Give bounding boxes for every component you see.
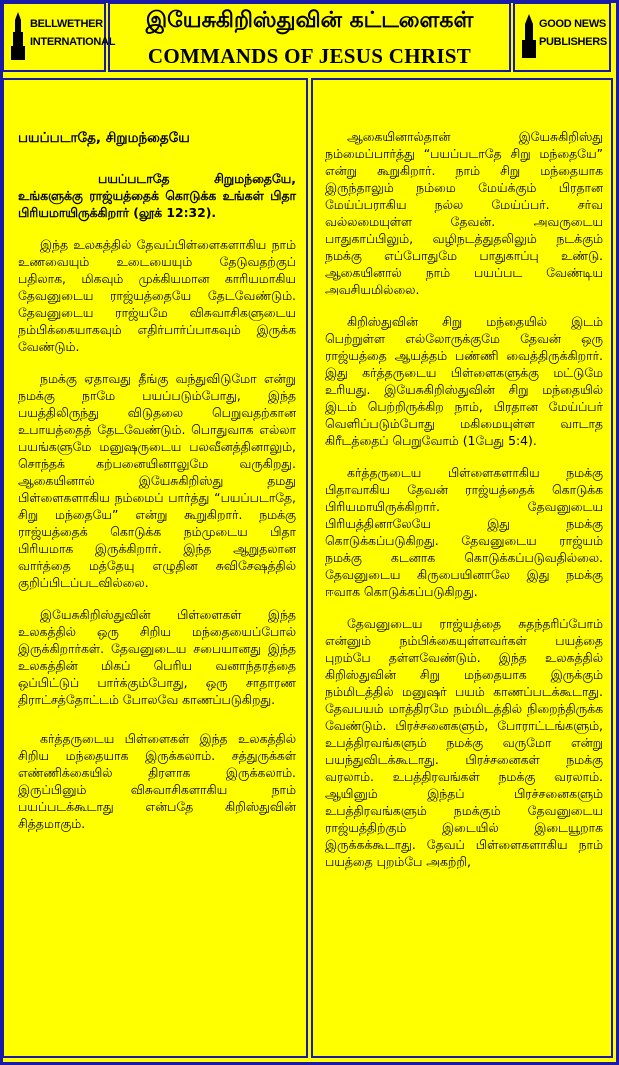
tower-icon: [519, 14, 539, 60]
right-column-content: [325, 128, 603, 885]
article-heading: பயப்படாதே, சிறுமந்தையே: [18, 130, 190, 146]
header: [0, 0, 613, 73]
title-english: COMMANDS OF JESUS CHRIST: [147, 44, 472, 68]
left-paragraph-1: இந்த உலகத்தில் தேவப்பிள்ளைகளாகிய நாம் உணவையும் உடையையும் தேடுவதற்குப் பதிலாக, மிகவும் முக்கியமான காரியமாகிய தேவனுடைய ராஜ்யத்தையே தேடவேண்டும். தேவனுடைய ராஜ்யமே விசுவாசிகளுடைய நம்பிக்கையாகவும் எதிர்பார்ப்பாகவும் இருக்க வேண்டும்.: [18, 237, 296, 354]
bellwether-line2: INTERNATIONAL: [30, 36, 116, 48]
title-box: [108, 2, 511, 72]
bell-tower-icon: [8, 12, 28, 62]
good-news-logo: [513, 2, 611, 72]
left-paragraph-3: இயேசுகிறிஸ்துவின் பிள்ளைகள் இந்த உலகத்தில் ஒரு சிறிய மந்தையைப்போல் இருக்கிறார்கள். தேவனுடைய சபையானது இந்த உலகத்தின் மிகப் பெரிய வனாந்தரத்தை ஒப்பிட்டுப் பார்க்கும்போது, ஒரு சாதாரண திராட்சத்தோட்டம் போலவே காணப்படுகிறது.: [18, 607, 296, 707]
verse-quote: பயப்படாதே சிறுமந்தையே, உங்களுக்கு ராஜ்யத்தைக் கொடுக்க உங்கள் பிதா பிரியமாயிருக்கிறார் (லூக் 12:32).: [18, 171, 296, 220]
left-column: [2, 78, 308, 1058]
right-paragraph-3: கர்த்தருடைய பிள்ளைகளாகிய நமக்கு பிதாவாகிய தேவன் ராஜ்யத்தைக் கொடுக்க பிரியமாயிருக்கிறார். தேவனுடைய பிரியத்தினாலேயே இது நமக்கு கொடுக்கப்படுகிறது. தேவனுடைய ராஜ்யம் நமக்கு கடனாக கொடுக்கப்படுவதில்லை. தேவனுடைய கிருபையினாலே இது நமக்கு ஈவாக கொடுக்கப்படுகிறது.: [325, 465, 603, 599]
good-news-line2: PUBLISHERS: [539, 36, 607, 48]
bellwether-line1: BELLWETHER: [30, 18, 103, 30]
left-paragraph-2: நமக்கு ஏதாவது தீங்கு வந்துவிடுமோ என்று நமக்கு நாமே பயப்படும்போது, இந்த பயத்திலிருந்து விடுதலை பெறுவதற்கான உபாயத்தைத் தேடவேண்டும். பொதுவாக எல்லா பயங்களுமே மனுஷருடைய பலவீனத்தினாலும், சொந்தக் கற்பனையினாலுமே வருகிறது. ஆகையினால் இயேசுகிறிஸ்து தமது பிள்ளைகளாகிய நம்மைப் பார்த்து “பயப்படாதே, சிறு மந்தையே” என்று கூறுகிறார். நமக்கு ராஜ்யத்தைக் கொடுக்க நம்முடைய பிதா பிரியமாக இருக்கிறார். இந்த ஆறுதலான வார்த்தை மத்தேயு எழுதின சுவிசேஷத்தில் குறிப்பிடப்படவில்லை.: [18, 371, 296, 590]
left-column-content: [18, 130, 296, 847]
title-tamil: இயேசுகிறிஸ்துவின் கட்டளைகள்: [145, 8, 474, 33]
left-paragraph-4: கர்த்தருடைய பிள்ளைகள் இந்த உலகத்தில் சிறிய மந்தையாக இருக்கலாம். சத்துருக்கள் எண்ணிக்கையில் திரளாக இருக்கலாம். இருப்பினும் விசுவாசிகளாகிய நாம் பயப்படக்கூடாது என்பதே கிறிஸ்துவின் சித்தமாகும்.: [18, 731, 296, 831]
right-paragraph-1: ஆகையினால்தான் இயேசுகிறிஸ்து நம்மைப்பார்த்து “பயப்படாதே சிறு மந்தையே” என்று கூறுகிறார். நாம் சிறு மந்தையாக இருந்தாலும் நம்மை மேய்க்கும் பிரதான மேய்ப்பராகிய நல்ல மேய்ப்பர். சர்வ வல்லமையுள்ள தேவன். அவருடைய பாதுகாப்பிலும், வழிநடத்துதலிலும் நடக்கும் நமக்கு எப்போதுமே பாதுகாப்பு உண்டு. ஆகையினால் நாம் பயப்பட வேண்டிய அவசியமில்லை.: [325, 129, 603, 297]
bellwether-logo: [2, 2, 116, 72]
right-column: [311, 78, 613, 1058]
right-paragraph-4: தேவனுடைய ராஜ்யத்தை சுதந்தரிப்போம் என்னும் நம்பிக்கையுள்ளவர்கள் பயத்தை புறம்பே தள்ளவேண்டும். இந்த உலகத்தில் கிறிஸ்துவின் சிறு மந்தையாக இருக்கும் நம்மிடத்தில் மனுஷர் பயம் காணப்படக்கூடாது. தேவபயம் மாத்திரமே நம்மிடத்தில் நிறைந்திருக்க வேண்டும். பிரச்சனைகளும், போராட்டங்களும், உபத்திரவங்களும் நமக்கு வருமோ என்று பயந்துவிடக்கூடாது. பிரச்சனைகள் நமக்கு வரலாம். உபத்திரவங்கள் நமக்கு வரலாம். ஆயினும் இந்தப் பிரச்சனைகளும் உபத்திரவங்களும் நமக்கும் தேவனுடைய ராஜ்யத்திற்கும் இடையில் இடையூறாக இருக்கக்கூடாது. தேவப் பிள்ளைகளாகிய நாம் பயத்தை புறம்பே அகற்றி,: [325, 616, 603, 869]
right-paragraph-2: கிறிஸ்துவின் சிறு மந்தையில் இடம் பெற்றுள்ள எல்லோருக்குமே தேவன் ஒரு ராஜ்யத்தை ஆயத்தம் பண்ணி வைத்திருக்கிறார். இது கர்த்தருடைய பிள்ளைகளுக்கு மட்டுமே உரியது. இயேசுகிறிஸ்துவின் சிறு மந்தையில் இடம் பெற்றிருக்கிற நாம், பிரதான மேய்ப்பர் வெளிப்படும்போது மகிமையுள்ள வாடாத கிரீடத்தைப் பெறுவோம் (1பேது 5:4).: [325, 314, 603, 448]
good-news-line1: GOOD NEWS: [539, 18, 606, 30]
